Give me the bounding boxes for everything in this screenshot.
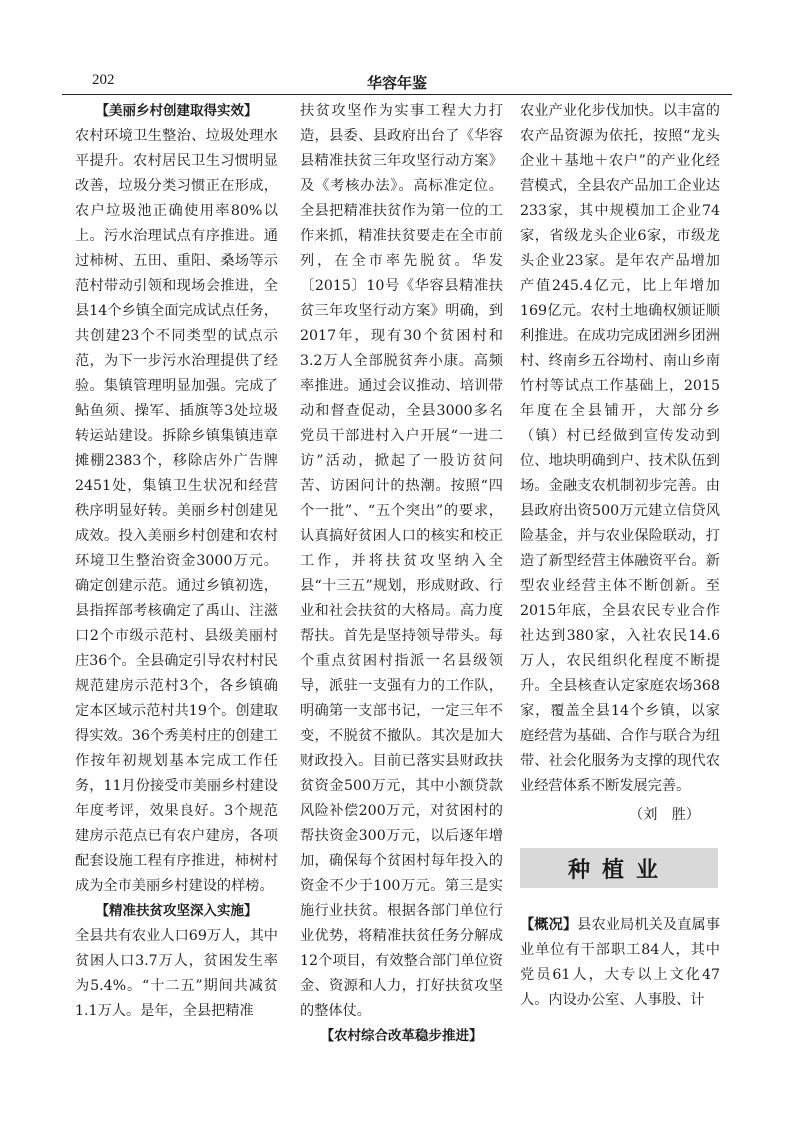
header-rule — [62, 94, 732, 95]
chapter-band — [520, 848, 718, 888]
paragraph-beautiful-village: 农村环境卫生整治、垃圾处理水平提升。农村居民卫生习惯明显改善，垃圾分类习惯正在形成，农户垃圾池正确使用率80%以上。污水治理试点有序推进。通过柿树、五田、重阳、桑场等示范村带动引领和现场会推进，全县14个乡镇全面完成试点任务，共创建23个不同类型的试点示范，为下一步污水治理提供了经验。集镇管理明显加强。完成了鲇鱼须、操军、插旗等3处垃圾转运站建设。拆除乡镇集镇违章摊棚2383个，移除店外广告牌2451处，集镇卫生状况和经营秩序明显好转。美丽乡村创建见成效。投入美丽乡村创建和农村环境卫生整治资金3000万元。确定创建示范。通过乡镇初选，县指挥部考核确定了禹山、注滋口2个市级示范村、县级美丽村庄36个。全县确定引导农村村民规范建房示范村3个，各乡镇确定本区域示范村共19个。创建取得实效。36个秀美村庄的创建工作按年初规划基本完成工作任务，11月份接受市美丽乡村建设年度考评，效果良好。3个规范建房示范点已有农户建房，各项配套设施工程有序推进，柿树村成为全市美丽乡村建设的样榜。 — [75, 128, 278, 894]
column-1 — [75, 99, 278, 1024]
column-2 — [300, 99, 503, 1049]
chapter-title: 种植业 — [567, 857, 670, 883]
paragraph-rural-reform: 农业产业化步伐加快。以丰富的农产品资源为依托，按照“龙头企业＋基地＋农户”的产业化经营模式，全县农产品加工企业达233家，其中规模加工企业74家，省级龙头企业6家，市级龙头企业23家。是年农产品增加产值245.4亿元，比上年增加169亿元。农村土地确权颁证顺利推进。在成功完成团洲乡团洲村、终南乡五谷坳村、南山乡南竹村等试点工作基础上，2015年度在全县铺开，大部分乡（镇）村已经做到宣传发动到位、地块明确到户、技术队伍到场。金融支农机制初步完善。由县政府出资500万元建立信贷风险基金，并与农业保险联动，打造了新型经营主体融资平台。新型农业经营主体不断创新。至2015年底，全县农民专业合作社达到380家，入社农民14.6万人，农民组织化程度不断提升。全县核查认定家庭农场368家，覆盖全县14个乡镇，以家庭经营为基础、合作与联合为纽带、社会化服务为支撑的现代农业经营体系不断发展完善。 — [520, 103, 720, 794]
running-header — [62, 72, 732, 94]
page-number: 202 — [92, 72, 115, 88]
paragraph-poverty-alleviation-cont: 扶贫攻坚作为实事工程大力打造，县委、县政府出台了《华容县精准扶贫三年攻坚行动方案》及《考核办法》。高标准定位。全县把精准扶贫作为第一位的工作来抓，精准扶贫要走在全市前列，在全市率先脱贫。华发〔2015〕10号《华容县精准扶贫三年攻坚行动方案》明确，到2017年，现有30个贫困村和3.2万人全部脱贫奔小康。高频率推进。通过会议推动、培训带动和督查促动，全县3000多名党员干部进村入户开展“一进二访”活动，掀起了一股访贫问苦、访困问计的热潮。按照“四个一批”、“五个突出”的要求，认真搞好贫困人口的核实和校正工作，并将扶贫攻坚纳入全县“十三五”规划，形成财政、行业和社会扶贫的大格局。高力度帮扶。首先是坚持领导带头。每个重点贫困村指派一名县级领导，派驻一支强有力的工作队，明确第一支部书记，一定三年不变，不脱贫不撤队。其次是加大财政投入。目前已落实县财政扶贫资金500万元，其中小额贷款风险补偿200万元，对贫困村的帮扶资金300万元，以后逐年增加，确保每个贫困村每年投入的资金不少于100万元。第三是实施行业扶贫。根据各部门单位行业优势，将精准扶贫任务分解成12个项目，有效整合部门单位资金、资源和人力，打好扶贫攻坚的整体仗。 — [300, 103, 503, 1019]
section-heading-rural-reform: 【农村综合改革稳步推进】 — [320, 1028, 483, 1044]
paragraph-overview — [520, 913, 720, 1013]
section-heading-beautiful-village: 【美丽乡村创建取得实效】 — [95, 103, 258, 119]
column-3-overview — [520, 913, 720, 1013]
paragraph-poverty-alleviation-start: 全县共有农业人口69万人，其中贫困人口3.7万人，贫困发生率为5.4%。“十二五”期间共减贫1.1万人。是年，全县把精准 — [75, 928, 278, 1019]
section-heading-poverty-alleviation: 【精准扶贫攻坚深入实施】 — [95, 903, 258, 919]
overview-text: 县农业局机关及直属事业单位有干部职工84人，其中党员61人，大专以上文化47人。内设办公室、人事股、计 — [520, 917, 720, 1008]
book-title: 华容年鉴 — [366, 74, 427, 92]
author-credit: （刘 胜） — [629, 807, 700, 823]
column-3 — [520, 99, 720, 828]
overview-heading: 【概况】 — [520, 917, 578, 933]
